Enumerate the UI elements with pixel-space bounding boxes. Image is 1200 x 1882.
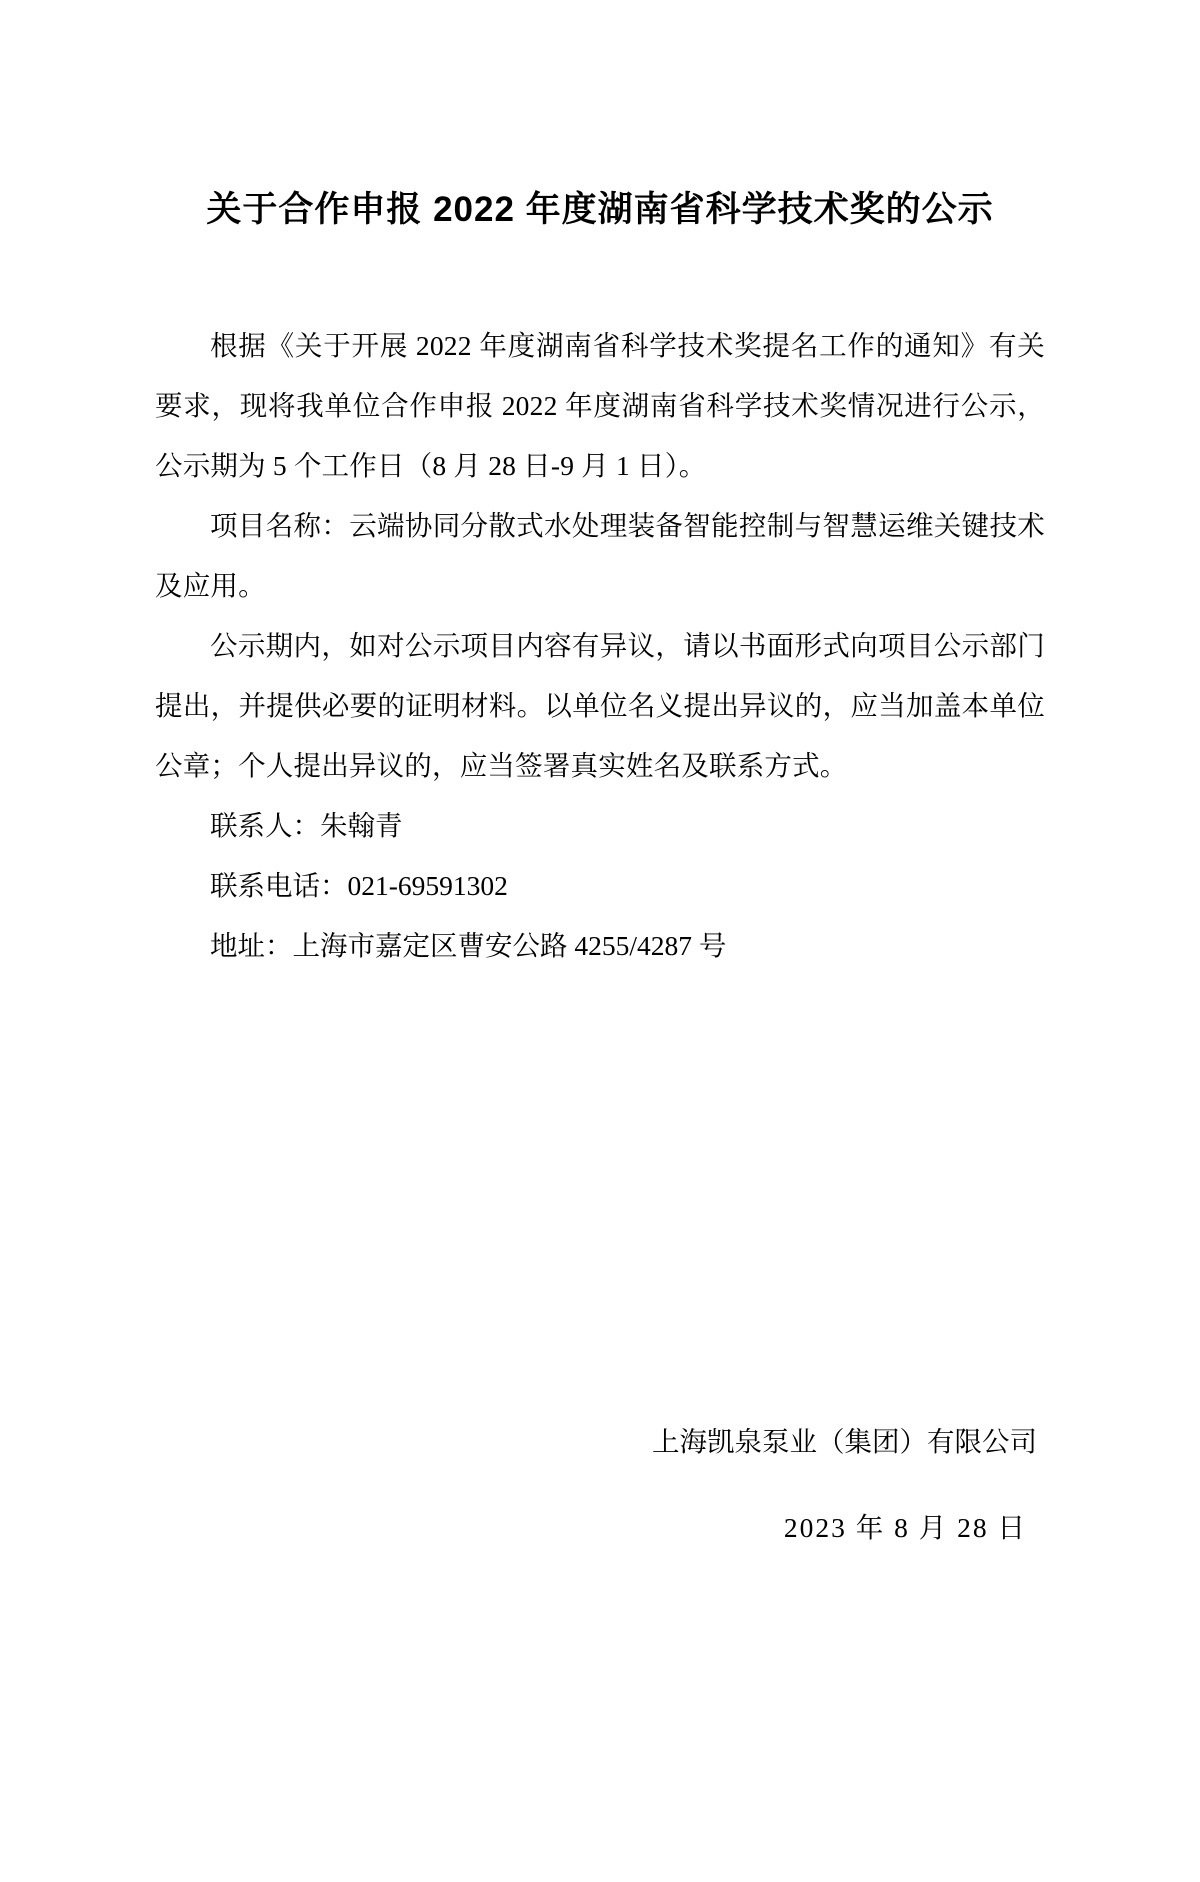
contact-phone: 联系电话：021-69591302 [210,870,508,901]
document-body [155,316,1045,976]
signature-date: 2023 年 8 月 28 日 [783,1512,1027,1543]
contact-address: 地址：上海市嘉定区曹安公路 4255/4287 号 [210,930,727,961]
document-page [0,185,1200,1882]
paragraph-project-name: 项目名称：云端协同分散式水处理装备智能控制与智慧运维关键技术及应用。 [155,510,1045,601]
paragraph-notice-basis: 根据《关于开展 2022 年度湖南省科学技术奖提名工作的通知》有关要求，现将我单位合作申报 2022 年度湖南省科学技术奖情况进行公示，公示期为 5 个工作日（8 月 28 日-9 月 1 日）。 [155,330,1045,481]
contact-person: 联系人：朱翰青 [210,810,403,841]
signature-company: 上海凯泉泵业（集团）有限公司 [652,1426,1037,1457]
paragraph-objection-procedure: 公示期内，如对公示项目内容有异议，请以书面形式向项目公示部门提出，并提供必要的证明材料。以单位名义提出异议的，应当加盖本单位公章；个人提出异议的，应当签署真实姓名及联系方式。 [155,630,1045,781]
page-title: 关于合作申报 2022 年度湖南省科学技术奖的公示 [206,190,994,229]
signature-block [155,1420,1045,1550]
